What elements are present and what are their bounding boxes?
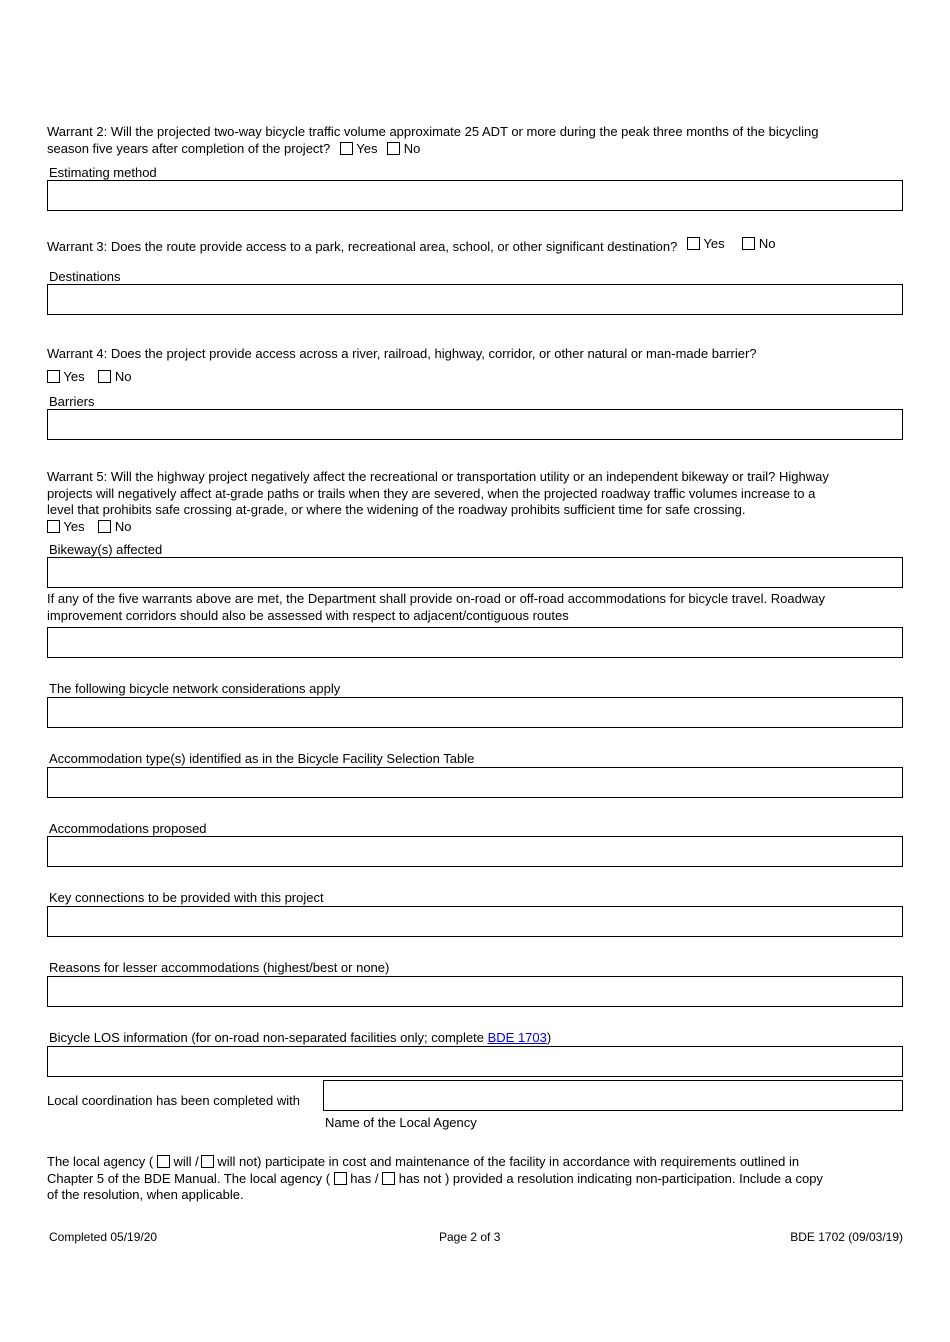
- network-considerations-label: The following bicycle network considerations apply: [49, 681, 341, 696]
- will-not-participate-checkbox[interactable]: [201, 1155, 214, 1168]
- warrants-summary: If any of the five warrants above are met, the Department shall provide on-road or off-road accommodations for bicycle travel. Roadway improvement corridors should also be assessed with respect to adjacent/contiguous routes: [47, 591, 825, 623]
- key-connections-field[interactable]: [47, 906, 903, 937]
- warrant-2-yes-checkbox[interactable]: [340, 142, 353, 155]
- warrant-5-options: Yes No: [47, 519, 131, 536]
- local-agency-name-field[interactable]: [323, 1080, 903, 1111]
- warrant-5-no-checkbox[interactable]: [98, 520, 111, 533]
- bicycle-los-field[interactable]: [47, 1046, 903, 1077]
- destinations-field[interactable]: [47, 284, 903, 315]
- warrant-2-question: Warrant 2: Will the projected two-way bicycle traffic volume approximate 25 ADT or more during the peak three months of the bicycling season five years after completion of the project? Yes No: [47, 124, 819, 156]
- warrant-5-yes-checkbox[interactable]: [47, 520, 60, 533]
- form-number: BDE 1702 (09/03/19): [790, 1230, 903, 1244]
- warrant-4-question: Warrant 4: Does the project provide access across a river, railroad, highway, corridor, or other natural or man-made barrier?: [47, 346, 757, 361]
- warrant-4-yes-checkbox[interactable]: [47, 370, 60, 383]
- warrant-3-yes-checkbox[interactable]: [687, 237, 700, 250]
- accommodation-types-field[interactable]: [47, 767, 903, 798]
- estimating-method-label: Estimating method: [49, 165, 157, 180]
- warrant-4-no-checkbox[interactable]: [98, 370, 111, 383]
- warrant-4-options: Yes No: [47, 369, 131, 386]
- lesser-accommodations-field[interactable]: [47, 976, 903, 1007]
- bicycle-los-label: Bicycle LOS information (for on-road non-separated facilities only; complete BDE 1703): [49, 1030, 552, 1045]
- warrant-2-no-checkbox[interactable]: [387, 142, 400, 155]
- accommodations-proposed-label: Accommodations proposed: [49, 821, 207, 836]
- warrant-3-no-checkbox[interactable]: [742, 237, 755, 250]
- warrant-5-question: Warrant 5: Will the highway project negatively affect the recreational or transportation utility or an independent bikeway or trail? Highway projects will negatively affect at-grade paths or trails when they are severed, when the projected roadway traffic volumes increase to a level that prohibits safe crossing at-grade, or where the widening of the roadway prohibits sufficient time for safe crossing.: [47, 469, 829, 517]
- key-connections-label: Key connections to be provided with this project: [49, 890, 324, 905]
- estimating-method-field[interactable]: [47, 180, 903, 211]
- lesser-accommodations-label: Reasons for lesser accommodations (highest/best or none): [49, 960, 390, 975]
- destinations-label: Destinations: [49, 269, 121, 284]
- barriers-field[interactable]: [47, 409, 903, 440]
- has-resolution-checkbox[interactable]: [334, 1172, 347, 1185]
- summary-field[interactable]: [47, 627, 903, 658]
- accommodation-types-label: Accommodation type(s) identified as in the Bicycle Facility Selection Table: [49, 751, 475, 766]
- has-not-resolution-checkbox[interactable]: [382, 1172, 395, 1185]
- warrant-3-question: Warrant 3: Does the route provide access to a park, recreational area, school, or other significant destination? Yes No: [47, 236, 776, 254]
- accommodations-proposed-field[interactable]: [47, 836, 903, 867]
- barriers-label: Barriers: [49, 394, 95, 409]
- bikeways-affected-field[interactable]: [47, 557, 903, 588]
- bikeways-affected-label: Bikeway(s) affected: [49, 542, 163, 557]
- local-agency-participation: The local agency ( will / will not) participate in cost and maintenance of the facility in accordance with requirements outlined in Chapter 5 of the BDE Manual. The local agency ( has / has not ) provided a resolution indicating non-participation. Include a copy of the resolution, when applicable.: [47, 1154, 823, 1202]
- completed-date: Completed 05/19/20: [49, 1230, 158, 1244]
- local-agency-name-label: Name of the Local Agency: [325, 1115, 477, 1130]
- will-participate-checkbox[interactable]: [157, 1155, 170, 1168]
- local-coordination-label: Local coordination has been completed with: [47, 1093, 300, 1108]
- network-considerations-field[interactable]: [47, 697, 903, 728]
- page-number: Page 2 of 3: [439, 1230, 501, 1244]
- bde-1703-link[interactable]: BDE 1703: [487, 1030, 547, 1045]
